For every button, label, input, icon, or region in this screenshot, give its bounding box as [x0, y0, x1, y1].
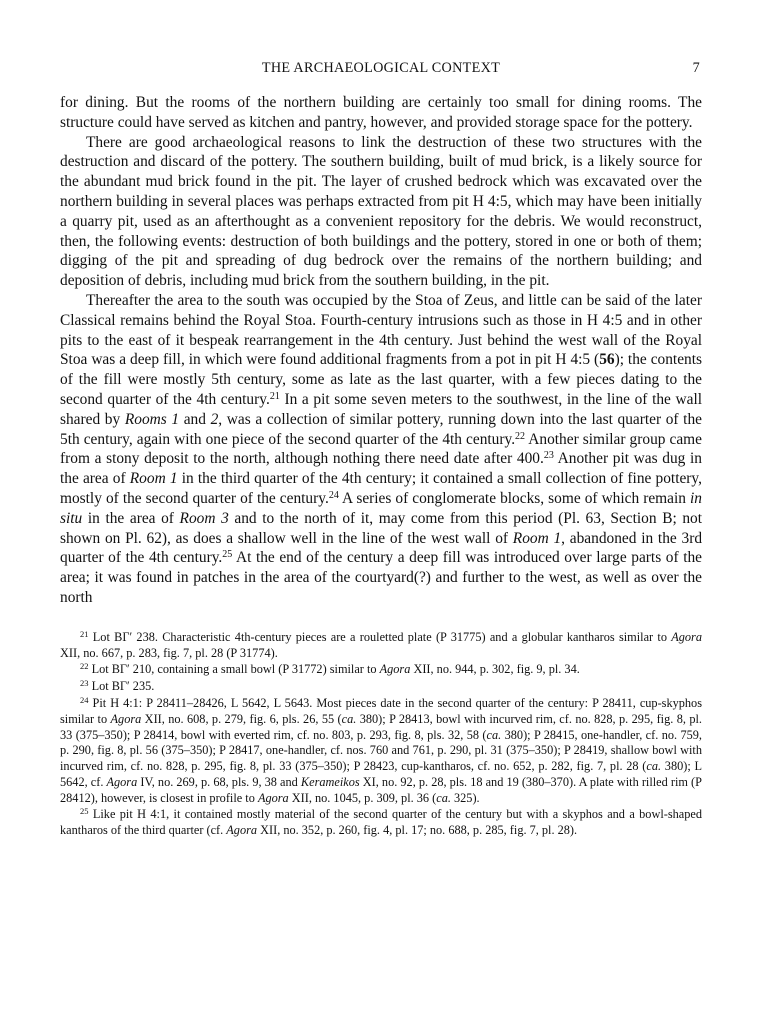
paragraph-2: There are good archaeological reasons to link the destruction of these two structures with the destruction and discard of the pottery. The southern building, built of mud brick, is a likely source for the abundant mud brick found in the pit. The layer of crushed bedrock which was excavated over the northern building in several places was perhaps extracted from pit H 4:5, which may have been initially a quarry pit, used as an afterthought as a convenient repository for the debris. We would reconstruct, then, the following events: destruction of both buildings and the pottery, stored in one or both of them; digging of the pit and spreading of dug bedrock over the remains of the northern building; and deposition of debris, including mud brick from the southern building, in the pit. [60, 133, 702, 290]
footnote-text: Lot BΓ′ 210, containing a small bowl (P 31772) similar to [88, 662, 380, 677]
footnote-text: XI, no. 92, p. 28, pls. 18 and 19 (380–370). A plate with rilled rim (P 28412), however, is closest in profile to [60, 774, 702, 805]
footnote-text: IV, no. 269, p. 68, pls. 9, 38 and [137, 774, 301, 789]
footnote-number: 21 [80, 628, 89, 639]
footnote-23 [60, 679, 702, 695]
footnotes [60, 630, 702, 839]
room-ref: Room 3 [179, 509, 229, 527]
footnote-number: 24 [80, 694, 89, 705]
footnote-text: Lot BΓ′ 235. [88, 679, 155, 694]
main-text [60, 93, 702, 608]
footnote-24 [60, 696, 702, 807]
footnote-number: 22 [80, 661, 89, 672]
text-run: and [179, 410, 211, 428]
footnote-text: XII, no. 608, p. 279, fig. 6, pls. 26, 55 ( [141, 711, 342, 726]
text-run: in the area of [82, 509, 180, 527]
circa: ca. [486, 727, 502, 742]
circa: ca. [341, 711, 357, 726]
text-run: , was a collection of similar pottery, running down into the last quarter of the 5th century, again with one piece of the second quarter of the 4th century. [60, 410, 702, 448]
paragraph-3 [60, 291, 702, 608]
footnote-text: XII, no. 352, p. 260, fig. 4, pl. 17; no. 688, p. 285, fig. 7, pl. 28). [257, 823, 578, 838]
text-run: and to the north of it, may come from this period (Pl. 63, Section B; not shown on Pl. 62), as does a shallow well in the line of the west wall of [60, 509, 703, 547]
footnote-text: 380); P 28413, bowl with incurved rim, cf. no. 828, p. 295, fig. 8, pl. 33 (375–350); P 28414, bowl with everted rim, cf. no. 803, p. 293, fig. 8, pls. 32, 58 ( [60, 711, 702, 742]
room-ref: 2 [210, 410, 219, 428]
footnote-text: Pit H 4:1: P 28411–28426, L 5642, L 5643. Most pieces date in the second quarter of the century: P 28411, cup-skyphos similar to [60, 695, 702, 726]
circa: ca. [646, 759, 662, 774]
footnote-ref-22: 22 [515, 430, 526, 442]
footnote-22 [60, 662, 702, 678]
publication-title: Kerameikos [300, 774, 360, 789]
running-title: THE ARCHAEOLOGICAL CONTEXT [261, 60, 501, 76]
text-run: Thereafter the area to the south was occupied by the Stoa of Zeus, and little can be said of the later Classical remains behind the Royal Stoa. Fourth-century intrusions such as those in H 4:5 and in other pits to the east of it bespeak rearrangement in the 4th century. Just behind the west wall of the Royal Stoa was a deep fill, in which were found additional fragments from a pot in pit H 4:5 ( [60, 291, 702, 369]
text-run: , abandoned in the 3rd quarter of the 4th century. [60, 529, 703, 567]
publication-title: Agora [671, 629, 702, 644]
publication-title: Agora [110, 711, 142, 726]
text-run: Another pit was dug in the area of [60, 450, 702, 488]
footnote-ref-25: 25 [222, 549, 233, 561]
text-run: At the end of the century a deep fill was introduced over large parts of the area; it was found in patches in the area of the courtyard(?) and further to the west, as well as over the north [60, 549, 702, 606]
text-run: Another similar group came from a stony deposit to the north, although nothing there need date after 400. [60, 430, 702, 468]
text-run: in the third quarter of the 4th century; it contained a small collection of fine pottery, mostly of the second quarter of the century. [60, 470, 702, 507]
footnote-text: XII, no. 1045, p. 309, pl. 36 ( [288, 790, 437, 805]
catalogue-number: 56 [599, 351, 615, 369]
text-run: ); the contents of the fill were mostly 5th century, some as late as the last quarter, with a few pieces dating to the second quarter of the 4th century. [60, 351, 702, 408]
footnote-text: 380); P 28415, one-handler, cf. no. 759, p. 290, fig. 8, pl. 56 (375–350); P 28417, one-handler, cf. nos. 760 and 761, p. 290, pl. 31 (375–350); P 28419, shallow bowl with incurved rim, cf. no. 828, p. 295, fig. 8, pl. 33 (375–350); P 28423, cup-kantharos, cf. no. 652, p. 282, fig. 7, pl. 28 ( [60, 727, 702, 774]
footnote-ref-21: 21 [269, 390, 280, 402]
room-ref: Room 1 [512, 529, 562, 547]
publication-title: Agora [226, 823, 258, 838]
footnote-text: XII, no. 944, p. 302, fig. 9, pl. 34. [410, 662, 580, 677]
footnote-text: Lot BΓ′ 238. Characteristic 4th-century pieces are a rouletted plate (P 31775) and a globular kantharos similar to [88, 629, 672, 644]
room-ref: Room 1 [129, 470, 178, 488]
publication-title: Agora [106, 774, 138, 789]
footnote-25 [60, 807, 702, 839]
footnote-text: 325). [450, 790, 480, 805]
room-ref: Rooms 1 [124, 410, 180, 428]
publication-title: Agora [257, 790, 289, 805]
page-number: 7 [692, 60, 700, 76]
footnote-ref-24: 24 [328, 489, 339, 501]
footnote-21 [60, 630, 702, 662]
footnote-number: 25 [80, 806, 89, 817]
circa: ca. [436, 790, 451, 805]
latin-term: in situ [60, 489, 702, 527]
footnote-number: 23 [80, 678, 89, 689]
footnote-text: XII, no. 667, p. 283, fig. 7, pl. 28 (P 31774). [60, 645, 278, 660]
text-run: A series of conglomerate blocks, some of which remain [338, 489, 691, 507]
running-header [60, 58, 702, 80]
paragraph-1: for dining. But the rooms of the northern building are certainly too small for dining rooms. The structure could have served as kitchen and pantry, however, and provided storage space for the pottery. [60, 94, 702, 131]
footnote-text: Like pit H 4:1, it contained mostly material of the second quarter of the century but with a skyphos and a bowl-shaped kantharos of the third quarter (cf. [60, 807, 702, 838]
footnote-ref-23: 23 [543, 450, 554, 462]
text-run: In a pit some seven meters to the southwest, in the line of the wall shared by [60, 390, 703, 428]
page [60, 58, 702, 840]
footnote-text: 380); L 5642, cf. [60, 759, 702, 789]
publication-title: Agora [379, 662, 411, 677]
